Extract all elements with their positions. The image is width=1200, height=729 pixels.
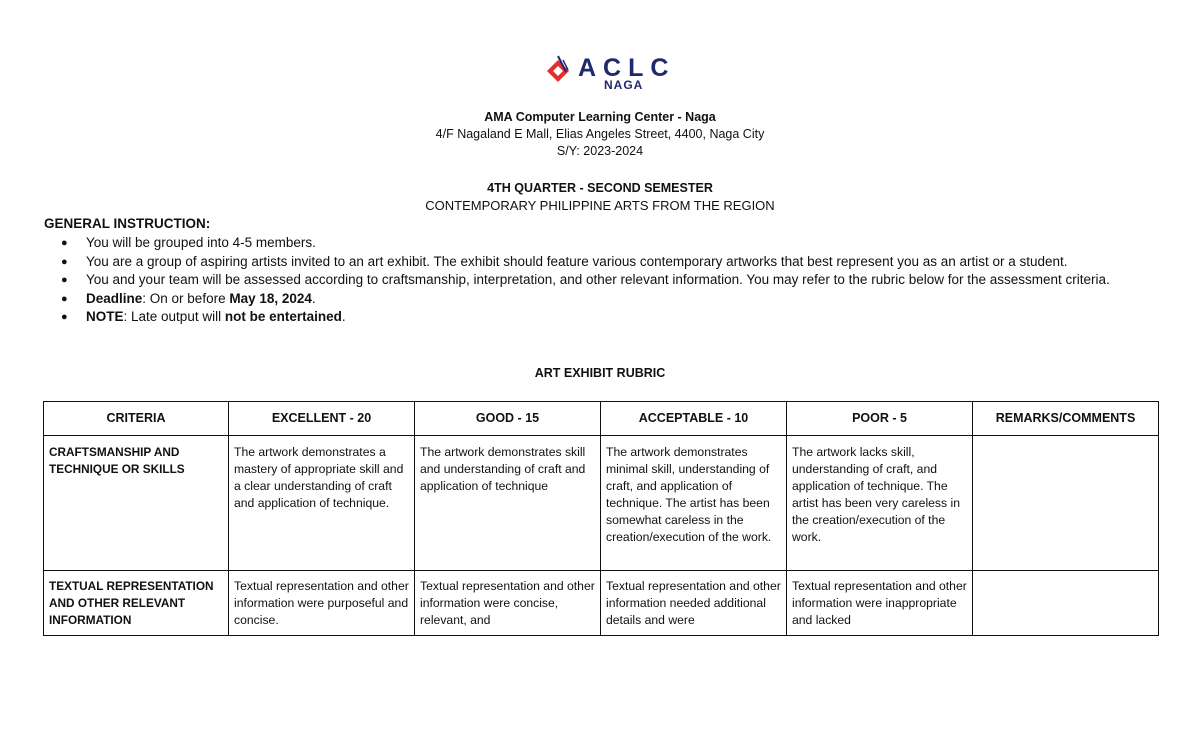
acceptable-cell: The artwork demonstrates minimal skill, understanding of craft, and application of technique. The artist has been somewhat careless in the creation/execution of the work. bbox=[601, 436, 787, 571]
instruction-item-deadline: ● Deadline: On or before May 18, 2024. bbox=[44, 290, 1154, 309]
poor-cell: Textual representation and other information were inappropriate and lacked bbox=[787, 571, 973, 636]
good-cell: The artwork demonstrates skill and understanding of craft and application of technique bbox=[415, 436, 601, 571]
instruction-item: ● You are a group of aspiring artists invited to an art exhibit. The exhibit should feature various contemporary artworks that best represent you as an artist or a student. bbox=[44, 253, 1154, 272]
school-year: S/Y: 2023-2024 bbox=[556, 144, 644, 158]
remarks-cell bbox=[973, 436, 1159, 571]
col-header-poor: POOR - 5 bbox=[787, 402, 973, 436]
good-cell: Textual representation and other information were concise, relevant, and bbox=[415, 571, 601, 636]
logo-text: ACLC bbox=[578, 54, 676, 82]
instruction-item: ● You will be grouped into 4-5 members. bbox=[44, 234, 1154, 253]
bullet-icon: ● bbox=[61, 237, 68, 249]
logo-mark-icon bbox=[544, 54, 578, 88]
aclc-logo bbox=[544, 54, 676, 94]
rubric-title: ART EXHIBIT RUBRIC bbox=[534, 366, 666, 380]
acceptable-cell: Textual representation and other information needed additional details and were bbox=[601, 571, 787, 636]
table-row bbox=[44, 436, 1159, 571]
subject-heading: CONTEMPORARY PHILIPPINE ARTS FROM THE REGION bbox=[425, 198, 775, 213]
instruction-list bbox=[44, 234, 1154, 327]
bullet-icon: ● bbox=[61, 292, 68, 305]
general-instruction-title: GENERAL INSTRUCTION: bbox=[44, 216, 211, 231]
criteria-cell: CRAFTSMANSHIP AND TECHNIQUE OR SKILLS bbox=[44, 436, 229, 571]
poor-cell: The artwork lacks skill, understanding of craft, and application of technique. The artist has been very careless in the creation/execution of the work. bbox=[787, 436, 973, 571]
col-header-acceptable: ACCEPTABLE - 10 bbox=[601, 402, 787, 436]
excellent-cell: The artwork demonstrates a mastery of appropriate skill and a clear understanding of craft and application of technique. bbox=[229, 436, 415, 571]
quarter-heading: 4TH QUARTER - SECOND SEMESTER bbox=[487, 181, 713, 195]
col-header-excellent: EXCELLENT - 20 bbox=[229, 402, 415, 436]
instruction-item: ● You and your team will be assessed according to craftsmanship, interpretation, and other relevant information. You may refer to the rubric below for the assessment criteria. bbox=[44, 271, 1154, 290]
rubric-table bbox=[43, 401, 1159, 636]
logo-subtext: NAGA bbox=[604, 78, 644, 92]
col-header-remarks: REMARKS/COMMENTS bbox=[973, 402, 1159, 436]
bullet-icon: ● bbox=[61, 311, 68, 323]
col-header-criteria: CRITERIA bbox=[44, 402, 229, 436]
rubric-header-row bbox=[44, 402, 1159, 436]
school-address: 4/F Nagaland E Mall, Elias Angeles Street, 4400, Naga City bbox=[435, 127, 765, 141]
col-header-good: GOOD - 15 bbox=[415, 402, 601, 436]
school-name: AMA Computer Learning Center - Naga bbox=[484, 110, 716, 124]
note-label: NOTE bbox=[86, 309, 124, 324]
bullet-icon: ● bbox=[61, 255, 68, 268]
excellent-cell: Textual representation and other information were purposeful and concise. bbox=[229, 571, 415, 636]
table-row bbox=[44, 571, 1159, 636]
instruction-item-note: ● NOTE: Late output will not be entertained. bbox=[44, 308, 1154, 327]
bullet-icon: ● bbox=[61, 274, 68, 286]
criteria-cell: TEXTUAL REPRESENTATION AND OTHER RELEVANT INFORMATION bbox=[44, 571, 229, 636]
deadline-date: May 18, 2024 bbox=[229, 290, 312, 306]
deadline-label: Deadline bbox=[86, 290, 143, 306]
remarks-cell bbox=[973, 571, 1159, 636]
